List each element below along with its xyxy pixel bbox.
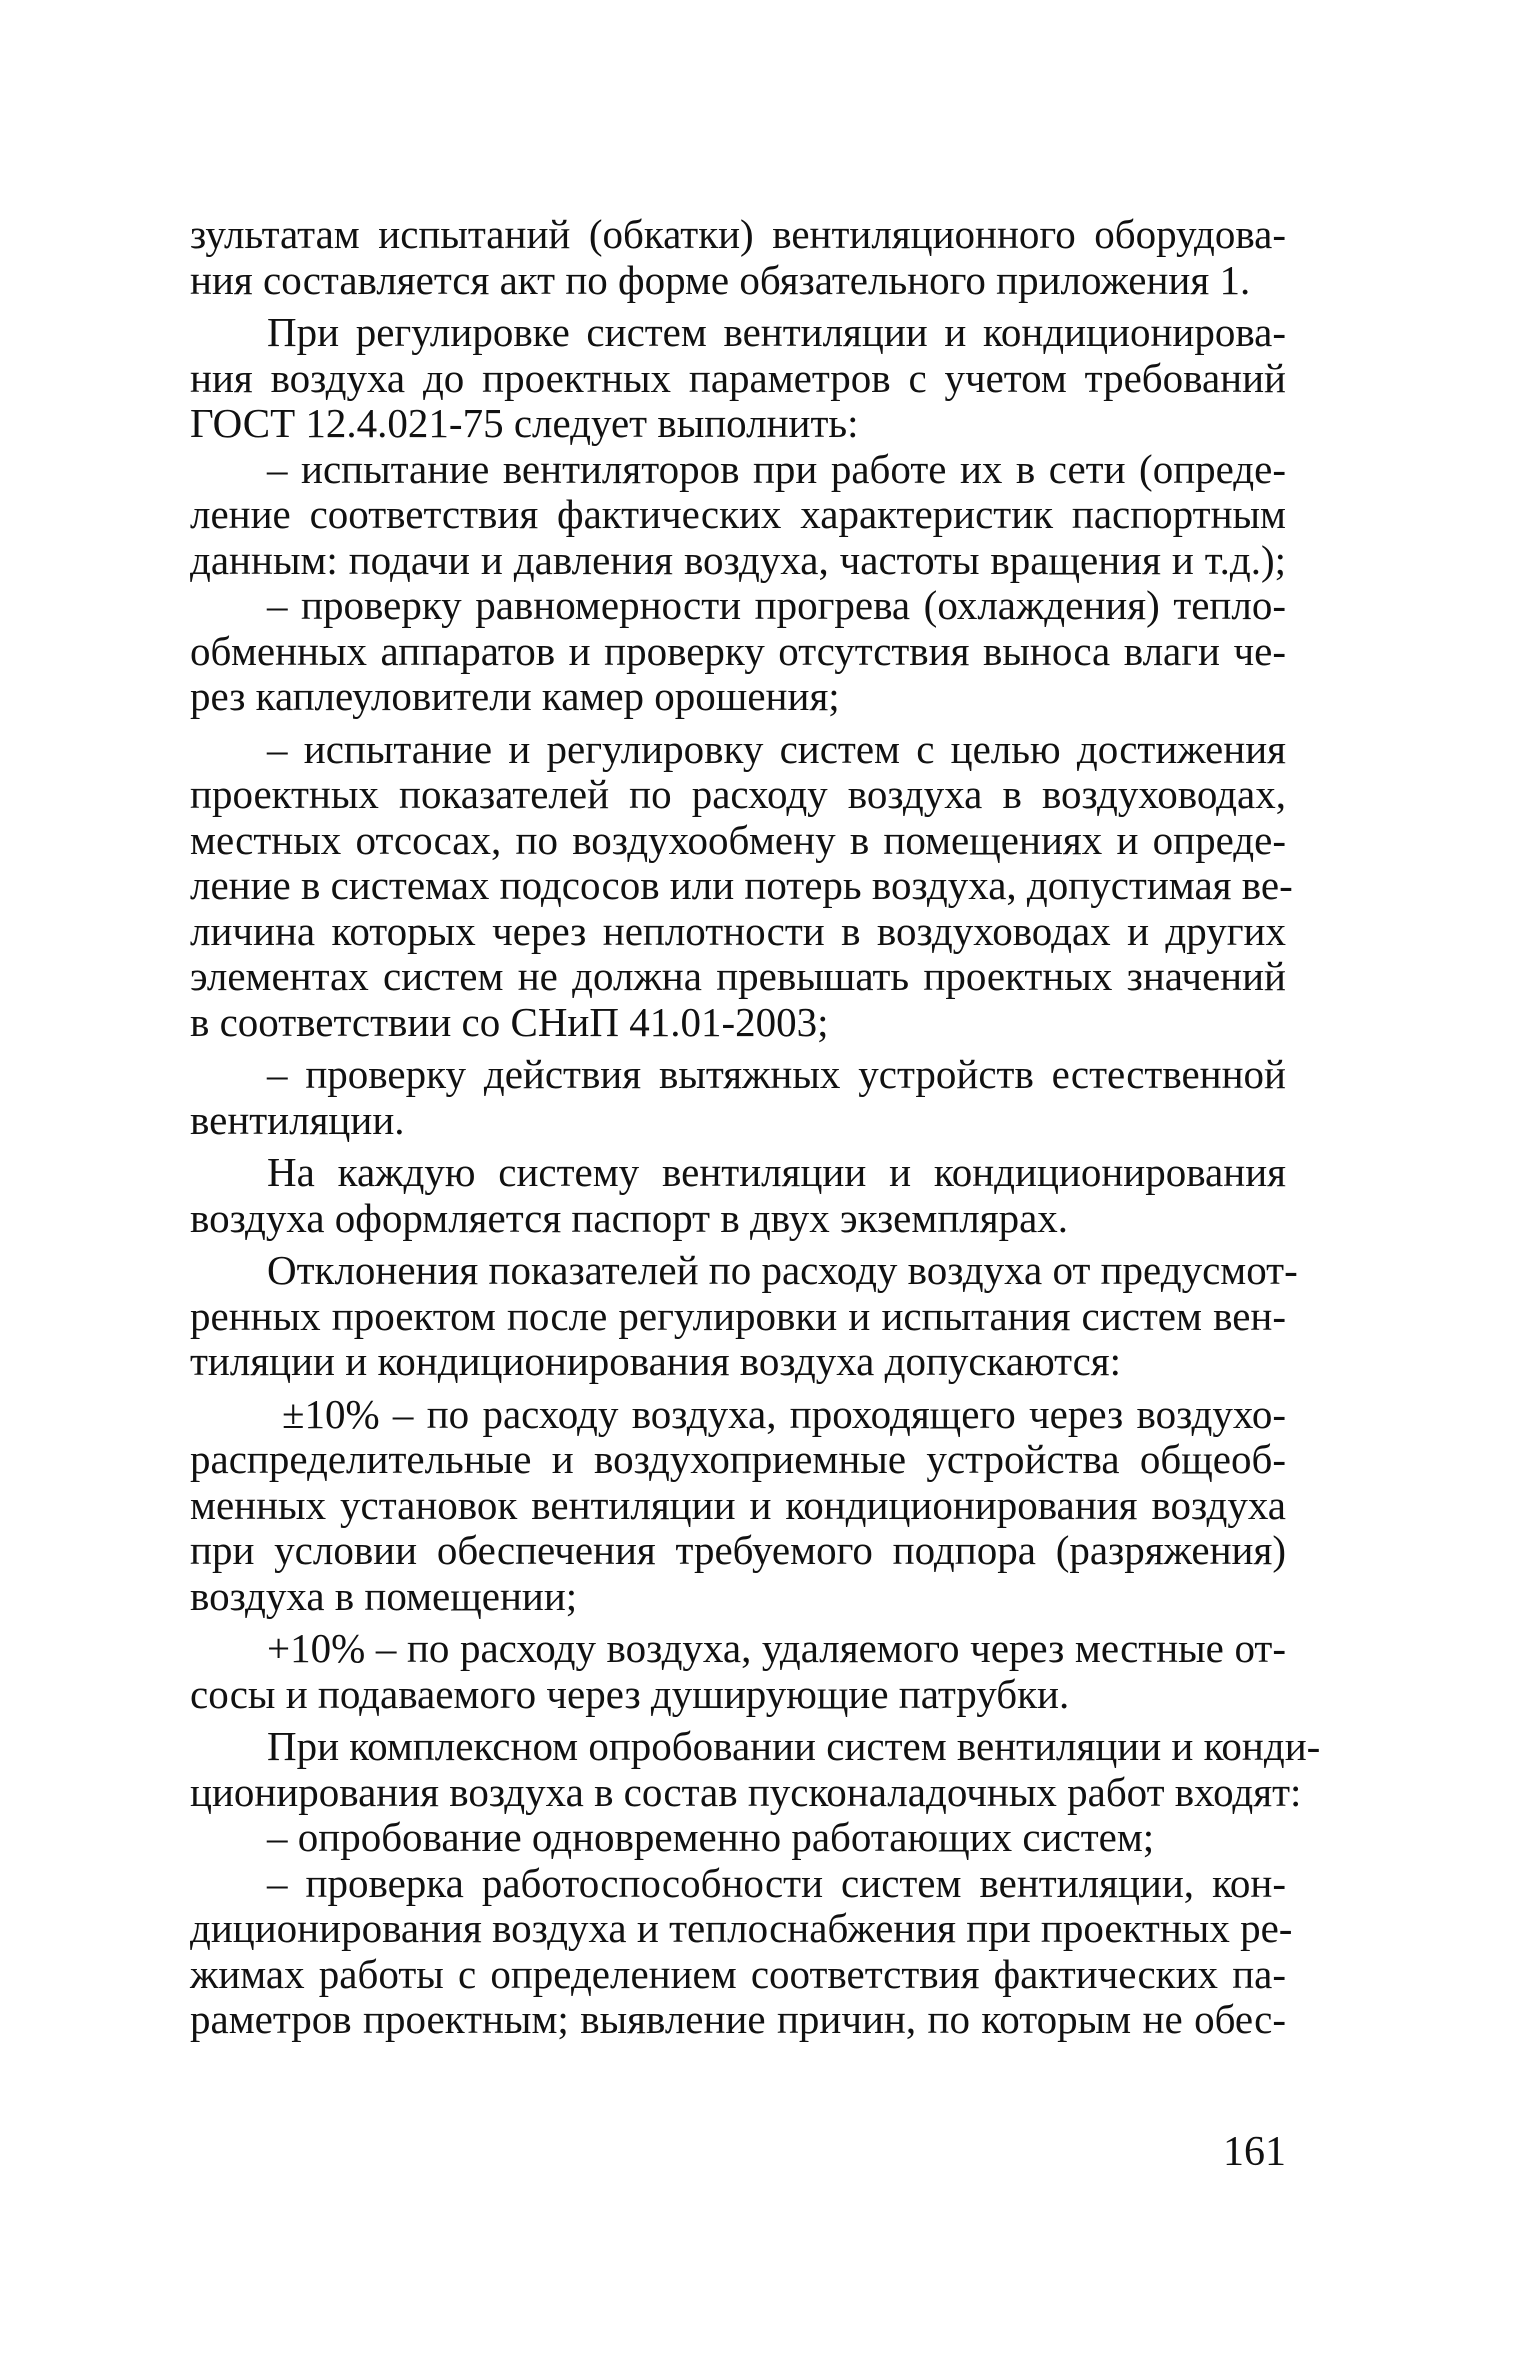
text-line: распределительные и воздухоприемные устройства общеоб- <box>190 1436 1286 1482</box>
text-line: ±10% – по расходу воздуха, проходящего через воздухо- <box>282 1390 1286 1437</box>
text-line: ление в системах подсосов или потерь воздуха, допустимая ве- <box>190 862 1293 908</box>
text-line: ГОСТ 12.4.021-75 следует выполнить: <box>190 400 859 446</box>
page-number: 161 <box>1223 2129 1286 2175</box>
text-line: тиляции и кондиционирования воздуха допускаются: <box>190 1338 1122 1384</box>
text-line: Отклонения показателей по расходу воздуха от предусмот- <box>267 1247 1298 1293</box>
text-line: при условии обеспечения требуемого подпора (разряжения) <box>190 1527 1286 1573</box>
text-line: – проверку равномерности прогрева (охлаждения) тепло- <box>267 582 1286 628</box>
text-line: вентиляции. <box>190 1096 405 1143</box>
text-line: При регулировке систем вентиляции и кондиционирова- <box>267 309 1286 355</box>
text-line: ление соответствия фактических характеристик паспортным <box>190 491 1286 537</box>
text-line: элементах систем не должна превышать проектных значений <box>190 953 1286 999</box>
text-line: раметров проектным; выявление причин, по которым не обес- <box>190 1996 1286 2042</box>
text-line: сосы и подаваемого через душирующие патрубки. <box>190 1670 1070 1717</box>
text-line: местных отсосах, по воздухообмену в помещениях и опреде- <box>190 816 1286 863</box>
text-line: – опробование одновременно работающих систем; <box>267 1814 1155 1860</box>
text-line: – проверка работоспособности систем вентиляции, кон- <box>267 1859 1286 1906</box>
text-line: диционирования воздуха и теплоснабжения при проектных ре- <box>190 1905 1293 1951</box>
text-line: личина которых через неплотности в воздуховодах и других <box>190 907 1286 954</box>
text-line: зультатам испытаний (обкатки) вентиляционного оборудова- <box>190 211 1286 257</box>
text-line: воздуха оформляется паспорт в двух экземплярах. <box>190 1194 1069 1241</box>
text-line: воздуха в помещении; <box>190 1572 578 1619</box>
text-line: – проверку действия вытяжных устройств естественной <box>267 1051 1286 1097</box>
text-line: проектных показателей по расходу воздуха в воздуховодах, <box>190 771 1286 817</box>
text-line: менных установок вентиляции и кондиционирования воздуха <box>190 1481 1286 1528</box>
text-line: данным: подачи и давления воздуха, частоты вращения и т.д.); <box>190 536 1286 583</box>
text-line: При комплексном опробовании систем вентиляции и конди- <box>267 1723 1321 1769</box>
text-line: ния составляется акт по форме обязательного приложения 1. <box>190 256 1251 303</box>
text-line: – испытание и регулировку систем с целью достижения <box>267 725 1286 772</box>
text-line: жимах работы с определением соответствия фактических па- <box>190 1950 1286 1997</box>
text-line: ния воздуха до проектных параметров с учетом требований <box>190 354 1286 401</box>
body-text <box>190 211 1321 2043</box>
text-line: рез каплеуловители камер орошения; <box>190 673 840 719</box>
text-line: ционирования воздуха в состав пусконаладочных работ входят: <box>190 1768 1302 1815</box>
text-line: обменных аппаратов и проверку отсутствия выноса влаги че- <box>190 627 1286 674</box>
text-line: +10% – по расходу воздуха, удаляемого через местные от- <box>267 1625 1286 1671</box>
text-line: ренных проектом после регулировки и испытания систем вен- <box>190 1292 1286 1339</box>
text-line: в соответствии со СНиП 41.01-2003; <box>190 998 829 1045</box>
text-line: На каждую систему вентиляции и кондиционирования <box>267 1149 1286 1195</box>
text-line: – испытание вентиляторов при работе их в сети (опреде- <box>267 445 1286 492</box>
